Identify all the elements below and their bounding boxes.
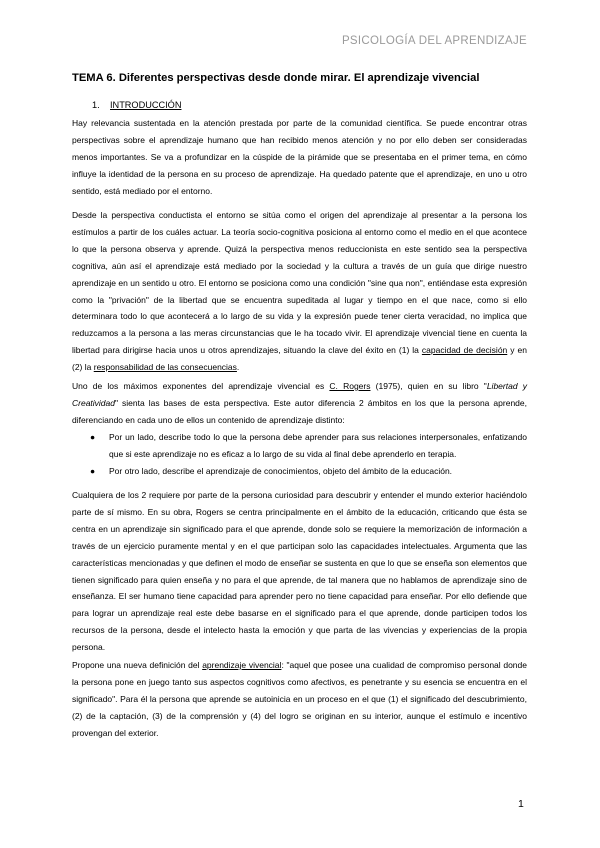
bullet-list bbox=[72, 429, 527, 480]
paragraph-text: Hay relevancia sustentada en la atención prestada por parte de la comunidad científica. Se puede encontrar otras perspectivas sobre el aprendizaje humano que han recibido menos atención y no por ello deben ser consideradas menos importantes. Se va a profundizar en la cúspide de la pirámide que se presentaba en el primer tema, en cómo influye la identidad de la persona en su proceso de aprendizaje. Ha quedado patente que el aprendizaje, en uno u otro sentido, está mediado por el entorno. bbox=[72, 118, 527, 196]
underlined-author: C. Rogers bbox=[329, 381, 371, 391]
underlined-term-experiential: aprendizaje vivencial bbox=[202, 660, 282, 670]
list-item bbox=[72, 463, 527, 480]
paragraph-definition bbox=[72, 657, 527, 742]
list-item-text: Por otro lado, describe el aprendizaje de conocimientos, objeto del ámbito de la educación. bbox=[109, 465, 453, 476]
text-run: y en (2) la bbox=[72, 345, 527, 373]
text-run: " sienta las bases de esta perspectiva. Este autor diferencia 2 ámbitos en los que la persona aprende, diferenciando en cada uno de ellos un contenido de aprendizaje distinto: bbox=[72, 397, 527, 425]
paragraph-text: Cualquiera de los 2 requiere por parte de la persona curiosidad para descubrir y entender el mundo exterior haciéndolo parte de sí mismo. En su obra, Rogers se centra principalmente en el ámbito de la educación, criticando que ésta se centra en un aprendizaje sin significado para el que aprende, donde solo se requiere la memorización de información a través de un ejercicio puramente mental y en el que participan solo las capacidades intelectuales. Argumenta que las características mencionadas y que definen el modo de enseñar se sustenta en que lo que se enseña son elementos que tienen significado para quien enseña y no para el que aprende, de tal manera que no hablamos de aprendizaje sino de enseñanza. El ser humano tiene capacidad para aprender pero no tiene capacidad para enseñar. Por ello defiende que para lograr un aprendizaje real este debe basarse en el significado para el que aprende, donde participen todos los recursos de la persona, desde el intelecto hasta la emoción y que parta de las vivencias y experiencias de la propia persona. bbox=[72, 490, 527, 653]
paragraph-text bbox=[72, 657, 527, 742]
page-title: TEMA 6. Diferentes perspectivas desde donde mirar. El aprendizaje vivencial bbox=[72, 72, 480, 84]
page-number: 1 bbox=[518, 798, 524, 810]
paragraph-education bbox=[72, 487, 527, 656]
section-heading bbox=[92, 100, 181, 110]
bullet-icon: ● bbox=[90, 432, 96, 442]
section-label: INTRODUCCIÓN bbox=[110, 100, 182, 110]
paragraph-intro bbox=[72, 115, 527, 200]
list-item-text: Por un lado, describe todo lo que la persona debe aprender para sus relaciones interpersonales, enfatizando que si este aprendizaje no es eficaz a lo largo de su vida al final debe aprenderlo en terapia. bbox=[109, 432, 527, 459]
text-run: : "aquel que posee una cualidad de compromiso personal donde la persona pone en juego tanto sus aspectos cognitivos como afectivos, es penetrante y su esencia se encuentra en el significado". Para él la persona que aprende se autoinicia en un proceso en el que (1) el significado del descubrimiento, (2) de la captación, (3) de la comprensión y (4) del logro se originan en su interior, aunque el estímulo e incentivo provengan del exterior. bbox=[72, 660, 527, 738]
underlined-term-decision: capacidad de decisión bbox=[421, 345, 508, 356]
section-number: 1. bbox=[92, 100, 100, 110]
text-run: . bbox=[236, 362, 240, 373]
paragraph-text bbox=[72, 378, 527, 429]
text-run: (1975), quien en su libro " bbox=[370, 381, 487, 391]
text-run: Uno de los máximos exponentes del aprendizaje vivencial es bbox=[72, 381, 330, 391]
text-run: Propone una nueva definición del bbox=[72, 660, 203, 670]
text-run: Desde la perspectiva conductista el entorno se sitúa como el origen del aprendizaje al presentar a la persona los estímulos a partir de los cuáles actuar. La teoría socio-cognitiva posiciona al entorno como el medio en el que acontece lo que la persona observa y aprende. Quizá la perspectiva menos reduccionista en este sentido sea la perspectiva cognitiva, aún así el aprendizaje está mediado por la sociedad y la cultura a través de un guía que dirige nuestro aprendizaje en un sentido u otro. El entorno se posiciona como una condición "sine qua non", entiéndase esta expresión como la "privación" de la libertad que se encuentra supeditada al lugar y tiempo en el que nace, como si ello determinara todo lo que acontecerá a lo largo de su vida y la expresión puede tener cierta veracidad, no implica que reduzcamos a la persona a las meras circunstancias que le ha tocado vivir. El aprendizaje vivencial tiene en cuenta la libertad para dirigirse hacia unos u otros aprendizajes, situando la clave del éxito en (1) la bbox=[72, 210, 527, 356]
paragraph-text bbox=[72, 207, 527, 376]
running-header: PSICOLOGÍA DEL APRENDIZAJE bbox=[341, 35, 527, 47]
bullet-icon: ● bbox=[90, 465, 96, 476]
list-item bbox=[72, 429, 527, 463]
paragraph-rogers bbox=[72, 378, 527, 429]
underlined-term-responsibility: responsabilidad de las consecuencias bbox=[93, 362, 237, 373]
paragraph-perspectives bbox=[72, 207, 527, 376]
book-title: Libertad y Creatividad bbox=[72, 381, 527, 408]
